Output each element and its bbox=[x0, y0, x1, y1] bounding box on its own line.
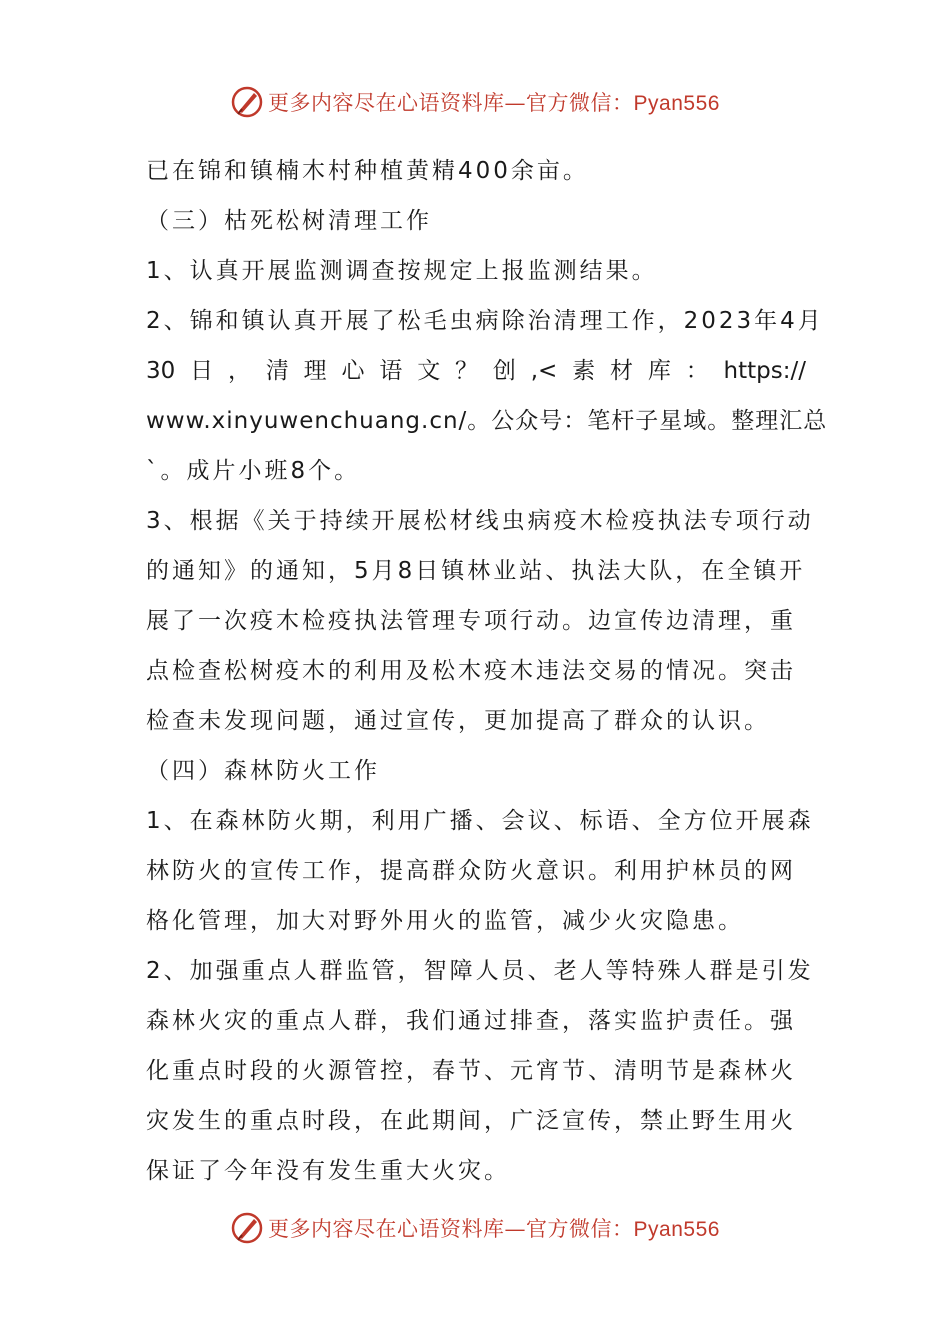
paragraph-line: 的通知》的通知，5月8日镇林业站、执法大队，在全镇开 bbox=[146, 558, 806, 584]
paragraph-line: 化重点时段的火源管控，春节、元宵节、清明节是森林火 bbox=[146, 1058, 796, 1084]
spread-token: 素 bbox=[572, 358, 596, 384]
spread-token: 文 bbox=[417, 358, 441, 384]
paragraph-line: 灾发生的重点时段，在此期间，广泛宣传，禁止野生用火 bbox=[146, 1108, 796, 1134]
spread-token: ？ bbox=[455, 358, 479, 384]
paragraph-line: 森林火灾的重点人群，我们通过排查，落实监护责任。强 bbox=[146, 1008, 796, 1034]
section-heading: （三）枯死松树清理工作 bbox=[146, 208, 432, 234]
paragraph-line: 保证了今年没有发生重大火灾。 bbox=[146, 1158, 510, 1184]
section-heading: （四）森林防火工作 bbox=[146, 758, 380, 784]
paragraph-line: 2、锦和镇认真开展了松毛虫病除治清理工作，2023年4月 bbox=[146, 308, 824, 334]
spread-token: ： bbox=[685, 358, 709, 384]
document-body bbox=[146, 146, 828, 1196]
feather-pen-logo-icon bbox=[230, 85, 264, 119]
wechat-id: Pyan556 bbox=[633, 1218, 720, 1241]
paragraph-line: 林防火的宣传工作，提高群众防火意识。利用护林员的网 bbox=[146, 858, 796, 884]
spread-token: 日 bbox=[190, 358, 214, 384]
paragraph-line: 3、根据《关于持续开展松材线虫病疫木检疫执法专项行动 bbox=[146, 508, 814, 534]
header-banner bbox=[0, 82, 950, 122]
paragraph-line: 展了一次疫木检疫执法管理专项行动。边宣传边清理，重 bbox=[146, 608, 796, 634]
spread-token: ， bbox=[227, 358, 251, 384]
spread-token: 心 bbox=[341, 358, 365, 384]
banner-text: 更多内容尽在心语资料库—官方微信：Pyan556 bbox=[268, 1217, 720, 1241]
banner-text: 更多内容尽在心语资料库—官方微信：Pyan556 bbox=[268, 91, 720, 115]
paragraph-line: `。成片小班8个。 bbox=[146, 458, 361, 484]
paragraph-line: 点检查松树疫木的利用及松木疫木违法交易的情况。突击 bbox=[146, 658, 796, 684]
wechat-id: Pyan556 bbox=[633, 92, 720, 115]
paragraph-line: 已在锦和镇楠木村种植黄精400余亩。 bbox=[146, 158, 589, 184]
paragraph-line-spread bbox=[146, 346, 806, 396]
paragraph-line: 格化管理，加大对野外用火的监管，减少火灾隐患。 bbox=[146, 908, 744, 934]
footer-banner bbox=[0, 1208, 950, 1248]
spread-token: 材 bbox=[610, 358, 633, 384]
paragraph-line: 1、认真开展监测调查按规定上报监测结果。 bbox=[146, 258, 658, 284]
spread-token: 语 bbox=[379, 358, 403, 384]
paragraph-line: 检查未发现问题，通过宣传，更加提高了群众的认识。 bbox=[146, 708, 770, 734]
spread-token: 理 bbox=[303, 358, 327, 384]
paragraph-line: www.xinyuwenchuang.cn/。公众号：笔杆子星域。整理汇总 bbox=[146, 408, 828, 434]
spread-token: 30 bbox=[146, 358, 176, 384]
spread-token: 库 bbox=[647, 358, 671, 384]
paragraph-line: 2、加强重点人群监管，智障人员、老人等特殊人群是引发 bbox=[146, 958, 814, 984]
paragraph-line: 1、在森林防火期，利用广播、会议、标语、全方位开展森 bbox=[146, 808, 814, 834]
spread-token: 创 bbox=[492, 358, 516, 384]
feather-pen-logo-icon bbox=[230, 1211, 264, 1245]
spread-token: ,< bbox=[530, 358, 558, 384]
spread-token: 清 bbox=[265, 358, 289, 384]
spread-token: https:// bbox=[723, 358, 806, 384]
